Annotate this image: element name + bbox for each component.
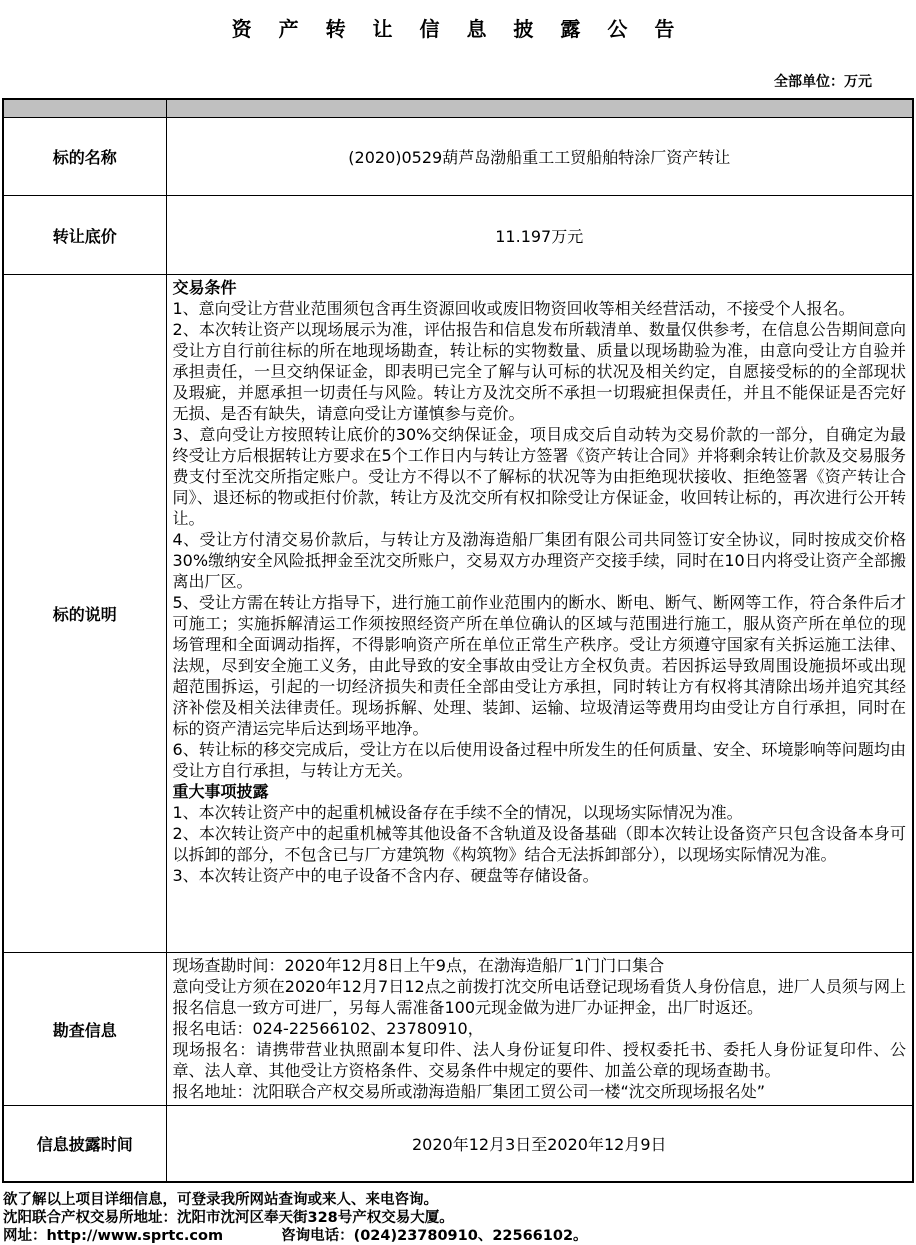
table-row bbox=[3, 953, 913, 1106]
survey-line: 现场报名：请携带营业执照副本复印件、法人身份证复印件、授权委托书、委托人身份证复印件、公章、法人章、其他受让方资格条件、交易条件中规定的要件、加盖公章的现场查勘书。 bbox=[172, 1040, 906, 1080]
base-price-label: 转让底价 bbox=[3, 196, 166, 275]
subject-name-value: (2020)0529葫芦岛渤船重工工贸船舶特涂厂资产转让 bbox=[166, 118, 913, 196]
survey-line: 现场查勘时间：2020年12月8日上午9点，在渤海造船厂1门门口集合 bbox=[172, 956, 665, 975]
desc-paragraph: 2、本次转让资产以现场展示为准，评估报告和信息发布所载清单、数量仅供参考，在信息公告期间意向受让方自行前往标的所在地现场勘查，转让标的实物数量、质量以现场勘验为准，由意向受让方自验并承担责任，一旦交纳保证金，即表明已完全了解与认可标的状况及相关约定，自愿接受标的的全部现状及瑕疵，并愿承担一切责任与风险。转让方及沈交所不承担一切瑕疵担保责任，并且不能保证是否完好无损、是否有缺失，请意向受让方谨慎参与竞价。 bbox=[172, 320, 906, 423]
desc-heading-trade-conditions: 交易条件 bbox=[172, 278, 237, 297]
table-row bbox=[3, 196, 913, 275]
desc-paragraph: 1、意向受让方营业范围须包含再生资源回收或废旧物资回收等相关经营活动，不接受个人报名。 bbox=[172, 299, 855, 318]
desc-paragraph: 4、受让方付清交易价款后，与转让方及渤海造船厂集团有限公司共同签订安全协议，同时按成交价格30%缴纳安全风险抵押金至沈交所账户，交易双方办理资产交接手续，同时在10日内将受让资产全部搬离出厂区。 bbox=[172, 530, 906, 591]
survey-info-content bbox=[166, 953, 913, 1106]
desc-paragraph: 3、本次转让资产中的电子设备不含内存、硬盘等存储设备。 bbox=[172, 866, 599, 885]
disclosure-time-value: 2020年12月3日至2020年12月9日 bbox=[166, 1106, 913, 1183]
base-price-value: 11.197万元 bbox=[166, 196, 913, 275]
desc-paragraph: 5、受让方需在转让方指导下，进行施工前作业范围内的断水、断电、断气、断网等工作，符合条件后才可施工；实施拆解清运工作须按照经资产所在单位确认的区域与范围进行施工，服从资产所在单位的现场管理和全面调动指挥，不得影响资产所在单位正常生产秩序。受让方须遵守国家有关拆运施工法律、法规，尽到安全施工义务，由此导致的安全事故由受让方全权负责。若因拆运导致周围设施损坏或出现超范围拆运，引起的一切经济损失和责任全部由受让方承担，同时转让方有权将其清除出场并追究其经济补偿及相关法律责任。现场拆解、处理、装卸、运输、垃圾清运等费用均由受让方自行承担，同时在标的资产清运完毕后达到场平地净。 bbox=[172, 593, 906, 738]
table-row bbox=[3, 118, 913, 196]
disclosure-time-label: 信息披露时间 bbox=[3, 1106, 166, 1183]
page-title: 资 产 转 让 信 息 披 露 公 告 bbox=[231, 17, 685, 41]
header-cell-left bbox=[3, 99, 166, 118]
header-cell-right bbox=[166, 99, 913, 118]
table-header-row bbox=[3, 99, 913, 118]
desc-paragraph: 2、本次转让资产中的起重机械等其他设备不含轨道及设备基础（即本次转让设备资产只包含设备本身可以拆卸的部分，不包含已与厂方建筑物《构筑物》结合无法拆卸部分），以现场实际情况为准。 bbox=[172, 824, 906, 864]
survey-line: 意向受让方须在2020年12月7日12点之前拨打沈交所电话登记现场看货人身份信息，进厂人员须与网上报名信息一致方可进厂，另每人需准备100元现金做为进厂办证押金，出厂时返还。 bbox=[172, 977, 906, 1017]
announcement-table bbox=[2, 98, 914, 1183]
footer-line-info: 欲了解以上项目详细信息，可登录我所网站查询或来人、来电咨询。 bbox=[3, 1192, 438, 1208]
survey-line: 报名电话：024-22566102、23780910， bbox=[172, 1019, 484, 1038]
footer-line-address: 沈阳联合产权交易所地址：沈阳市沈河区奉天街328号产权交易大厦。 bbox=[3, 1210, 454, 1226]
table-row bbox=[3, 1106, 913, 1183]
subject-name-label: 标的名称 bbox=[3, 118, 166, 196]
desc-paragraph: 1、本次转让资产中的起重机械设备存在手续不全的情况，以现场实际情况为准。 bbox=[172, 803, 743, 822]
desc-paragraph: 3、意向受让方按照转让底价的30%交纳保证金，项目成交后自动转为交易价款的一部分，自确定为最终受让方后根据转让方要求在5个工作日内与转让方签署《资产转让合同》并将剩余转让价款及交易服务费支付至沈交所指定账户。受让方不得以不了解标的状况等为由拒绝现状接收、拒绝签署《资产转让合同》、退还标的物或拒付价款，转让方及沈交所有权扣除受让方保证金，收回转让标的，再次进行公开转让。 bbox=[172, 425, 906, 528]
subject-desc-content bbox=[166, 275, 913, 953]
footer-line-contact bbox=[3, 1227, 916, 1245]
desc-heading-major-disclosure: 重大事项披露 bbox=[172, 782, 269, 801]
table-row bbox=[3, 275, 913, 953]
footer bbox=[0, 1191, 916, 1245]
survey-info-label: 勘查信息 bbox=[3, 953, 166, 1106]
survey-line: 报名地址：沈阳联合产权交易所或渤海造船厂集团工贸公司一楼“沈交所现场报名处” bbox=[172, 1082, 766, 1101]
desc-paragraph: 6、转让标的移交完成后，受让方在以后使用设备过程中所发生的任何质量、安全、环境影响等问题均由受让方自行承担，与转让方无关。 bbox=[172, 740, 906, 780]
footer-website: 网址：http://www.sprtc.com bbox=[3, 1228, 224, 1244]
footer-phone: 咨询电话：(024)23780910、22566102。 bbox=[281, 1228, 588, 1244]
subject-desc-label: 标的说明 bbox=[3, 275, 166, 953]
unit-note: 全部单位：万元 bbox=[774, 74, 872, 90]
